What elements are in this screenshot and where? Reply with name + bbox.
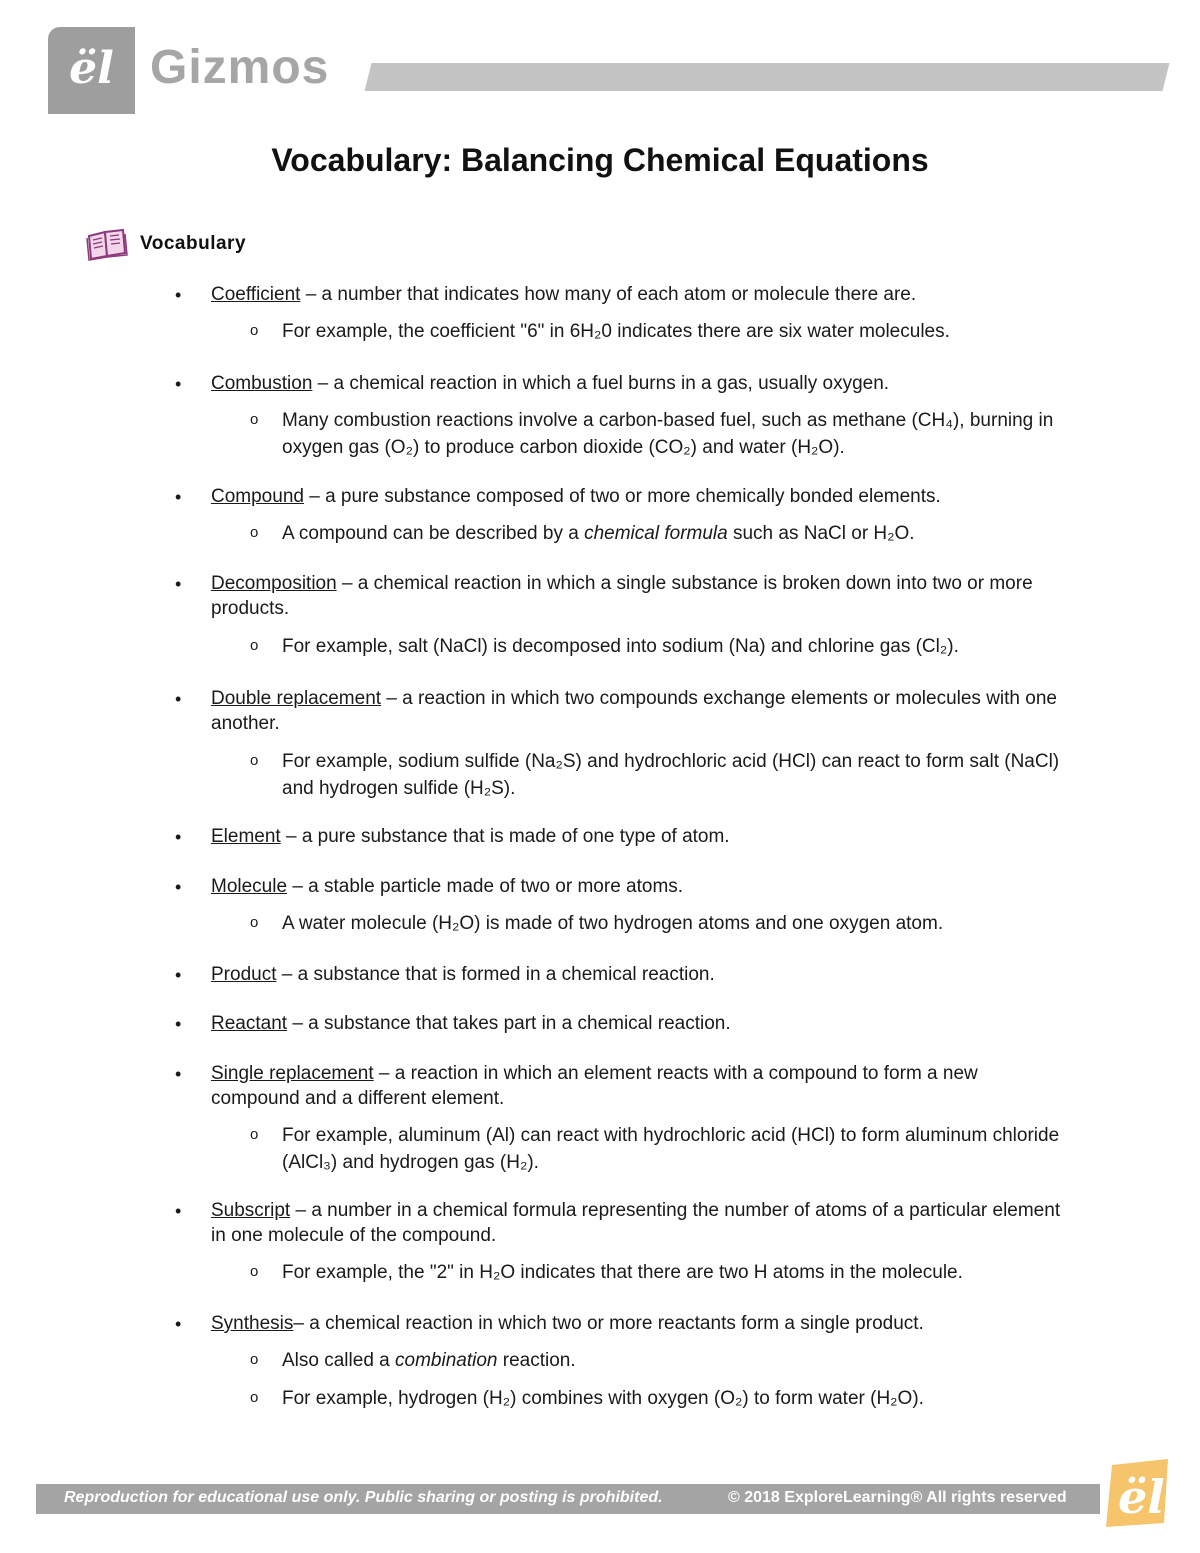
vocab-entry — [211, 874, 1071, 899]
sub-bullet-marker: o — [250, 1263, 259, 1280]
vocab-definition: – a reaction in which an element reacts with a compound to form a new compound and a different element. — [211, 1063, 978, 1109]
vocab-entry — [211, 962, 1071, 987]
bullet-marker: • — [175, 1201, 182, 1221]
vocab-term: Compound — [211, 486, 304, 507]
bullet-marker: • — [175, 285, 182, 305]
sub-bullet-text — [282, 1347, 1072, 1374]
explorelearning-logo — [48, 27, 135, 114]
italic-term: chemical formula — [584, 523, 728, 544]
vocab-entry — [211, 571, 1071, 621]
vocab-term: Reactant — [211, 1013, 288, 1034]
bullet-marker: • — [175, 374, 182, 394]
vocab-definition: – a number that indicates how many of each atom or molecule there are. — [300, 284, 917, 305]
vocab-entry — [211, 371, 1071, 396]
vocab-entry — [211, 686, 1071, 736]
svg-text:ël: ël — [1118, 1470, 1165, 1524]
vocab-term: Element — [211, 826, 281, 847]
vocab-term: Decomposition — [211, 573, 337, 594]
sub-bullet-marker: o — [250, 1389, 259, 1406]
vocab-entry — [211, 1061, 1071, 1111]
vocab-term: Subscript — [211, 1200, 291, 1221]
vocab-entry — [211, 1198, 1071, 1248]
bullet-marker: • — [175, 1014, 182, 1034]
sub-bullet-text: For example, the coefficient "6" in 6H₂0 indicates there are six water molecules. — [282, 321, 950, 342]
bullet-marker: • — [175, 1064, 182, 1084]
brand-name: Gizmos — [150, 41, 330, 94]
section-label: Vocabulary — [140, 233, 247, 254]
vocab-definition: – a pure substance that is made of one type of atom. — [280, 826, 730, 847]
sub-bullet-marker: o — [250, 524, 259, 541]
bullet-marker: • — [175, 574, 182, 594]
vocab-term: Combustion — [211, 373, 313, 394]
sub-bullet-marker: o — [250, 637, 259, 654]
vocab-term: Coefficient — [211, 284, 301, 305]
bullet-marker: • — [175, 689, 182, 709]
sub-bullet-text: A water molecule (H₂O) is made of two hydrogen atoms and one oxygen atom. — [282, 913, 944, 934]
sub-bullet-text: For example, aluminum (Al) can react with hydrochloric acid (HCl) to form aluminum chloride (AlCl₃) and hydrogen gas (H₂). — [282, 1125, 1060, 1173]
vocab-entry — [211, 1311, 1071, 1336]
bullet-marker: • — [175, 877, 182, 897]
sub-bullet-marker: o — [250, 1351, 259, 1368]
vocab-definition: – a chemical reaction in which a fuel burns in a gas, usually oxygen. — [312, 373, 890, 394]
vocab-definition: – a substance that is formed in a chemical reaction. — [276, 964, 715, 985]
vocab-definition: – a pure substance composed of two or more chemically bonded elements. — [303, 486, 941, 507]
vocab-definition: – a chemical reaction in which a single substance is broken down into two or more products. — [211, 573, 1033, 619]
bullet-marker: • — [175, 1314, 182, 1334]
logo-mark: ël — [69, 43, 114, 94]
footer-logo-icon — [1102, 1457, 1172, 1529]
sub-bullet-marker: o — [250, 914, 259, 931]
sub-text-segment: reaction. — [497, 1350, 576, 1371]
vocab-term: Double replacement — [211, 688, 382, 709]
bullet-marker: • — [175, 827, 182, 847]
sub-bullet-text: For example, sodium sulfide (Na₂S) and hydrochloric acid (HCl) can react to form salt (NaCl) and hydrogen sulfide (H₂S). — [282, 751, 1060, 799]
vocab-term: Molecule — [211, 876, 288, 897]
vocab-entry — [211, 1011, 1071, 1036]
vocab-entry — [211, 824, 1071, 849]
sub-bullet-marker: o — [250, 752, 259, 769]
page-title: Vocabulary: Balancing Chemical Equations — [271, 142, 929, 178]
sub-text-segment: A compound can be described by a — [282, 523, 585, 544]
sub-bullet-text — [282, 520, 1072, 547]
vocab-definition: – a reaction in which two compounds exchange elements or molecules with one another. — [211, 688, 1057, 734]
vocab-term: Product — [211, 964, 277, 985]
header-divider-bar — [365, 63, 1170, 91]
vocab-definition: – a stable particle made of two or more atoms. — [287, 876, 684, 897]
vocab-term: Single replacement — [211, 1063, 374, 1084]
sub-text-segment: Also called a — [282, 1350, 396, 1371]
vocab-definition: – a number in a chemical formula representing the number of atoms of a particular element in one molecule of the compound. — [211, 1200, 1061, 1246]
sub-bullet-marker: o — [250, 1126, 259, 1143]
sub-bullet-text: For example, hydrogen (H₂) combines with oxygen (O₂) to form water (H₂O). — [282, 1388, 924, 1409]
sub-bullet-text: For example, salt (NaCl) is decomposed into sodium (Na) and chlorine gas (Cl₂). — [282, 636, 959, 657]
vocab-entry — [211, 484, 1071, 509]
bullet-marker: • — [175, 965, 182, 985]
page-header — [0, 0, 1200, 130]
sub-bullet-marker: o — [250, 322, 259, 339]
vocab-entry — [211, 282, 1071, 307]
sub-bullet-text: Many combustion reactions involve a carbon-based fuel, such as methane (CH₄), burning in oxygen gas (O₂) to produce carbon dioxide (CO₂) and water (H₂O). — [282, 410, 1054, 458]
italic-term: combination — [395, 1350, 498, 1371]
footer-copyright: © 2018 ExploreLearning® All rights reserved — [728, 1489, 1067, 1506]
vocab-definition: – a substance that takes part in a chemical reaction. — [287, 1013, 731, 1034]
vocabulary-section-heading — [85, 226, 246, 262]
book-icon — [85, 226, 129, 262]
vocab-term: Synthesis — [211, 1313, 294, 1334]
sub-bullet-marker: o — [250, 411, 259, 428]
sub-text-segment: such as NaCl or H₂O. — [727, 523, 915, 544]
vocab-definition: – a chemical reaction in which two or more reactants form a single product. — [293, 1313, 924, 1334]
bullet-marker: • — [175, 487, 182, 507]
sub-bullet-text: For example, the "2" in H₂O indicates that there are two H atoms in the molecule. — [282, 1262, 963, 1283]
footer-notice: Reproduction for educational use only. Public sharing or posting is prohibited. — [64, 1489, 663, 1506]
